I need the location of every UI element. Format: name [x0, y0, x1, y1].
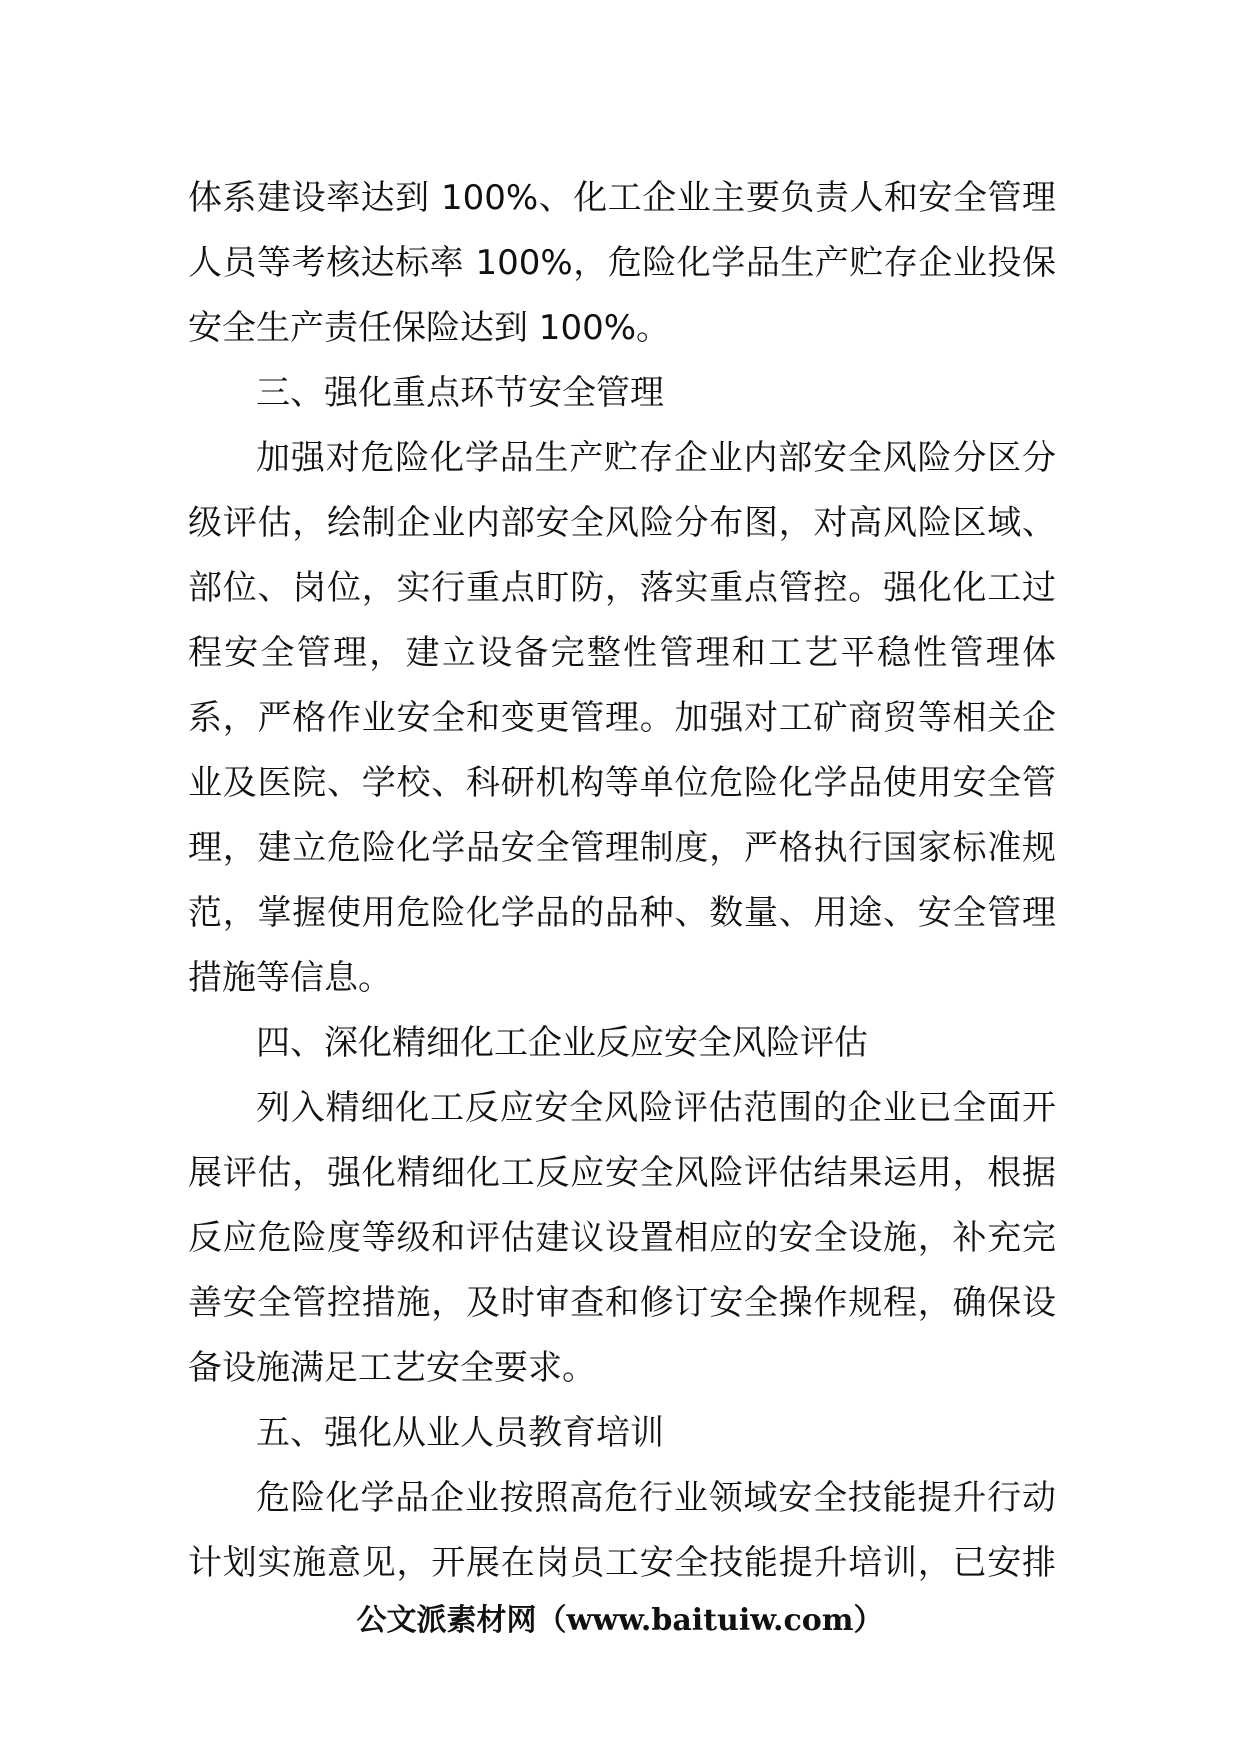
- body-line: 计划实施意见，开展在岗员工安全技能提升培训，已安排: [188, 1543, 1056, 1583]
- body-line: 业及医院、学校、科研机构等单位危险化学品使用安全管: [188, 763, 1056, 803]
- document-body: [188, 166, 1056, 1596]
- section-heading: 四、深化精细化工企业反应安全风险评估: [256, 1023, 868, 1063]
- body-line: 危险化学品企业按照高危行业领域安全技能提升行动: [256, 1478, 1056, 1518]
- body-line: 措施等信息。: [188, 958, 392, 998]
- body-line: 程安全管理，建立设备完整性管理和工艺平稳性管理体: [188, 633, 1056, 673]
- body-line: 反应危险度等级和评估建议设置相应的安全设施，补充完: [188, 1218, 1056, 1258]
- body-line: 加强对危险化学品生产贮存企业内部安全风险分区分: [256, 438, 1056, 478]
- body-line: 善安全管控措施，及时审查和修订安全操作规程，确保设: [188, 1283, 1056, 1323]
- section-heading: 三、强化重点环节安全管理: [256, 373, 664, 413]
- body-line: 安全生产责任保险达到 100%。: [188, 308, 671, 348]
- body-line: 体系建设率达到 100%、化工企业主要负责人和安全管理: [188, 178, 1056, 218]
- body-line: 展评估，强化精细化工反应安全风险评估结果运用，根据: [188, 1153, 1056, 1193]
- body-line: 系，严格作业安全和变更管理。加强对工矿商贸等相关企: [188, 698, 1056, 738]
- body-line: 理，建立危险化学品安全管理制度，严格执行国家标准规: [188, 828, 1056, 868]
- body-line: 列入精细化工反应安全风险评估范围的企业已全面开: [256, 1088, 1056, 1128]
- body-line: 范，掌握使用危险化学品的品种、数量、用途、安全管理: [188, 893, 1056, 933]
- section-heading: 五、强化从业人员教育培训: [256, 1413, 664, 1453]
- footer-watermark: 公文派素材网（www.baituiw.com）: [356, 1603, 884, 1638]
- body-line: 部位、岗位，实行重点盯防，落实重点管控。强化化工过: [188, 568, 1056, 608]
- body-line: 人员等考核达标率 100%，危险化学品生产贮存企业投保: [188, 243, 1056, 283]
- body-line: 级评估，绘制企业内部安全风险分布图，对高风险区域、: [188, 503, 1056, 543]
- body-line: 备设施满足工艺安全要求。: [188, 1348, 596, 1388]
